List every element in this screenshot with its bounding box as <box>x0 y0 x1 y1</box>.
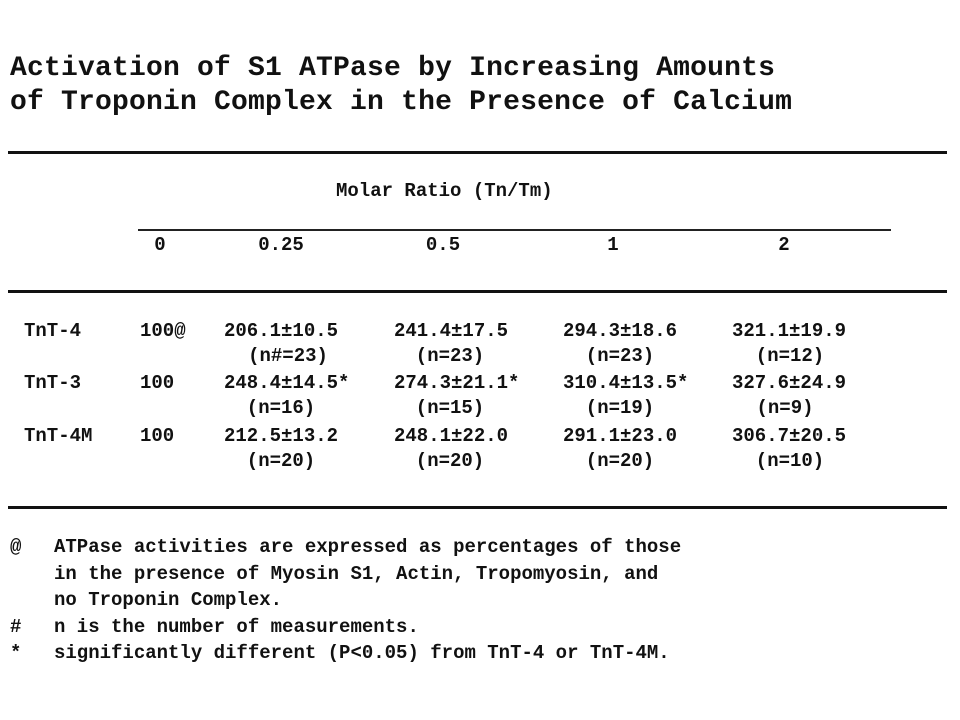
table-header-rule <box>8 290 947 293</box>
sample-size: (n=20) <box>415 450 485 472</box>
footnote-at <box>10 534 681 614</box>
footnote-text: ATPase activities are expressed as percentages of those in the presence of Myosin S1, Actin, Tropomyosin, and no Troponin Complex. <box>54 536 682 611</box>
table-cell: 100 <box>140 425 175 447</box>
column-header-1: 1 <box>607 234 619 256</box>
sample-size: (n#=23) <box>248 345 328 367</box>
footnote-symbol: # <box>10 615 22 638</box>
column-header-0: 0 <box>154 234 166 256</box>
table-bottom-rule <box>8 506 947 509</box>
sample-size: (n=12) <box>755 345 825 367</box>
table-cell: 291.1±23.0 <box>563 425 678 447</box>
table-top-rule <box>8 151 947 154</box>
column-header-2: 2 <box>778 234 790 256</box>
column-header-0.25: 0.25 <box>258 234 304 256</box>
table-cell: 306.7±20.5 <box>732 425 847 447</box>
footnotes <box>10 534 681 667</box>
table-cell: 100@ <box>140 320 186 342</box>
row-label-tnt-3: TnT-3 <box>24 372 82 394</box>
table-cell: 212.5±13.2 <box>224 425 339 447</box>
slide-title: Activation of S1 ATPase by Increasing Amounts of Troponin Complex in the Presence of Calcium <box>10 53 793 118</box>
sample-size: (n=23) <box>585 345 655 367</box>
table-cell: 248.4±14.5* <box>224 372 350 394</box>
table-cell: 274.3±21.1* <box>394 372 520 394</box>
sample-size: (n=19) <box>585 397 655 419</box>
table-cell: 241.4±17.5 <box>394 320 509 342</box>
footnote-star <box>10 640 681 667</box>
sample-size: (n=16) <box>246 397 316 419</box>
footnote-text: n is the number of measurements. <box>54 615 419 638</box>
table-cell: 248.1±22.0 <box>394 425 509 447</box>
sample-size: (n=20) <box>585 450 655 472</box>
footnote-symbol: @ <box>10 536 22 558</box>
footnote-text: significantly different (P<0.05) from TnT-4 or TnT-4M. <box>54 642 670 664</box>
sample-size: (n=10) <box>755 450 825 472</box>
table-cell: 206.1±10.5 <box>224 320 339 342</box>
sample-size: (n=15) <box>415 397 485 419</box>
footnote-symbol: * <box>10 642 22 664</box>
row-label-tnt-4m: TnT-4M <box>24 425 93 447</box>
header-underline <box>138 229 891 231</box>
column-header-0.5: 0.5 <box>425 234 461 256</box>
row-label-tnt-4: TnT-4 <box>24 320 82 342</box>
molar-ratio-header: Molar Ratio (Tn/Tm) <box>336 180 553 202</box>
sample-size: (n=20) <box>246 450 316 472</box>
table-cell: 100 <box>140 372 175 394</box>
sample-size: (n=9) <box>756 397 814 419</box>
footnote-hash <box>10 614 681 641</box>
table-cell: 321.1±19.9 <box>732 320 847 342</box>
sample-size: (n=23) <box>415 345 485 367</box>
table-cell: 327.6±24.9 <box>732 372 847 394</box>
table-cell: 294.3±18.6 <box>563 320 678 342</box>
table-cell: 310.4±13.5* <box>563 372 689 394</box>
